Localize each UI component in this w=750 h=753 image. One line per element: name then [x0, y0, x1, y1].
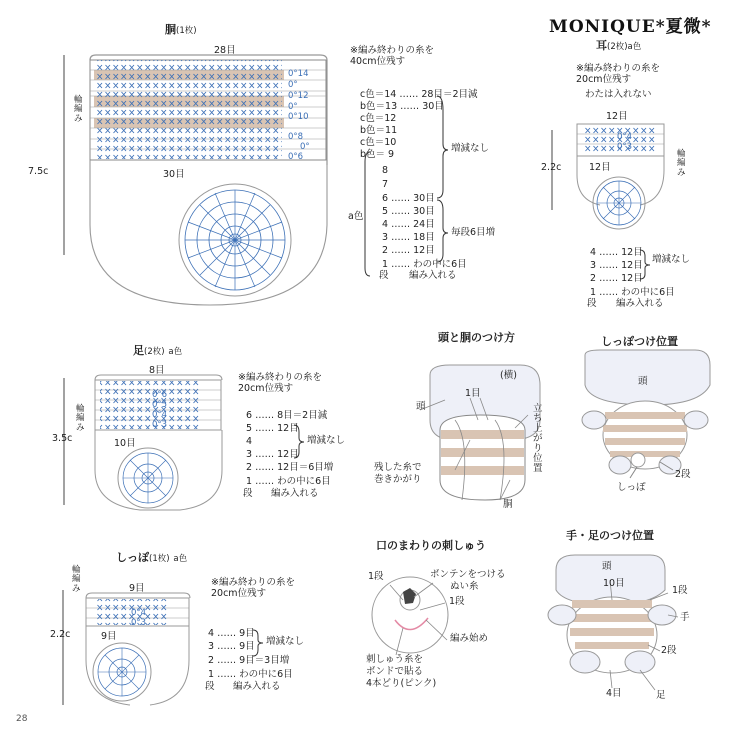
limb-position-row2: 2段	[661, 645, 677, 656]
body-row-mark: 0°14	[288, 69, 309, 79]
tail-title: しっぽ(1枚) a色	[116, 551, 188, 564]
body-row-mark: 0°	[288, 80, 298, 90]
foot-title: 足(2枚) a色	[133, 344, 183, 357]
mouth-row1b: 1段	[449, 596, 465, 607]
foot-height: 3.5c	[52, 433, 73, 444]
body-row-mark: 0°	[288, 102, 298, 112]
attach-head-title: 頭と胴のつけ方	[438, 331, 515, 344]
mouth-figure	[372, 577, 448, 655]
foot-brace: 増減なし	[307, 435, 346, 446]
body-row: 6 …… 30目	[382, 193, 435, 204]
ear-top: 12目	[606, 111, 628, 122]
body-row: b色＝13 …… 30目	[360, 101, 444, 112]
body-row: 2 …… 12目	[382, 245, 435, 256]
attach-head-head: 頭	[416, 401, 426, 412]
body-row: 1 …… わの中に6目	[382, 259, 467, 270]
ear-row: 1 …… わの中に6目	[590, 287, 675, 298]
tail-row1-extra: 編み入れる	[233, 681, 281, 692]
tail-row: 4 …… 9目	[208, 628, 255, 639]
foot-row: 3 …… 12目	[246, 449, 299, 460]
ear-height: 2.2c	[541, 162, 562, 173]
foot-top: 8目	[149, 365, 165, 376]
tail-note: ※編み終わりの糸を20cm位残す	[211, 577, 295, 599]
body-row-mark: 0°8	[288, 132, 304, 142]
ear-row-mark: 0°3	[617, 142, 633, 152]
tail-position-figure	[582, 350, 710, 478]
attach-head-stand: 立ち上がり位置	[533, 403, 543, 474]
foot-diagram	[64, 375, 222, 510]
body-row: c色＝12	[360, 113, 397, 124]
foot-row1-extra: 編み入れる	[271, 488, 319, 499]
ear-row: 2 …… 12目	[590, 273, 643, 284]
body-row-mark: 0°	[300, 142, 310, 152]
body-row: 3 …… 18目	[382, 232, 435, 243]
body-row-mark: 0°10	[288, 112, 309, 122]
ear-side-label: 輪編み	[677, 149, 686, 178]
foot-row-mark: 0°6	[152, 390, 168, 400]
body-row: 4 …… 24目	[382, 219, 435, 230]
body-row1-extra: 編み入れる	[409, 270, 457, 281]
ear-note: ※編み終わりの糸を20cm位残す	[576, 63, 660, 85]
foot-row: 6 …… 8目＝2目減	[246, 410, 328, 421]
body-bottom-stitches: 30目	[163, 169, 185, 180]
tail-position-title: しっぽつけ位置	[601, 335, 678, 348]
attach-head-leftover2: 巻きかがり	[374, 474, 422, 485]
tail-position-row: 2段	[675, 469, 691, 480]
ear-row: 4 …… 12目	[590, 247, 643, 258]
foot-row1-suffix: 段	[243, 488, 253, 499]
tail-row1-suffix: 段	[205, 681, 215, 692]
body-row: 8	[382, 165, 389, 176]
ear-note2: わたは入れない	[585, 89, 652, 100]
watermark: MONIQUE*夏微*	[549, 17, 712, 37]
body-height: 7.5c	[28, 166, 49, 177]
mouth-embroidery2: ボンドで貼る	[366, 666, 424, 677]
tail-height: 2.2c	[50, 629, 71, 640]
body-row: b色＝ 9	[360, 149, 395, 160]
attach-head-first-row: 1目	[465, 388, 481, 399]
tail-position-tail: しっぽ	[617, 482, 646, 493]
foot-note: ※編み終わりの糸を20cm位残す	[238, 372, 322, 394]
limb-position-title: 手・足のつけ位置	[566, 529, 654, 542]
page-number: 28	[16, 714, 28, 724]
body-brace-no-change: 増減なし	[451, 143, 490, 154]
ear-title: 耳(2枚)a色	[596, 39, 642, 52]
body-row: 5 …… 30目	[382, 206, 435, 217]
foot-mid: 10目	[114, 438, 136, 449]
tail-row: 2 …… 9目＝3目増	[208, 655, 290, 666]
tail-row-mark: 0°4	[131, 608, 147, 618]
foot-side-label: 輪編み	[76, 404, 85, 433]
tail-position-head: 頭	[638, 376, 648, 387]
body-top-stitches: 28目	[214, 45, 236, 56]
limb-position-figure	[548, 555, 678, 690]
tail-brace: 増減なし	[266, 636, 305, 647]
tail-side-label: 輪編み	[72, 565, 81, 594]
mouth-start: 編み始め	[450, 633, 489, 644]
body-row-mark: 0°12	[288, 91, 309, 101]
foot-row-mark: 0°3	[152, 420, 168, 430]
limb-position-stitches2: 4目	[606, 688, 622, 699]
body-row: b色＝11	[360, 125, 398, 136]
body-row1-suffix: 段	[379, 270, 389, 281]
tail-mid: 9目	[101, 631, 117, 642]
mouth-title: 口のまわりの刺しゅう	[376, 539, 486, 552]
mouth-pompom: ボンテンをつける	[430, 569, 506, 580]
body-note: ※編み終わりの糸を40cm位残す	[350, 45, 434, 67]
mouth-row1: 1段	[368, 571, 384, 582]
body-row: 7	[382, 179, 389, 190]
attach-head-leftover: 残した糸で	[374, 462, 422, 473]
ear-diagram	[552, 124, 664, 229]
attach-head-side: (横)	[500, 370, 517, 381]
foot-row: 4	[246, 436, 253, 447]
ear-row1-suffix: 段	[587, 298, 597, 309]
attach-head-figure	[420, 365, 540, 500]
tail-diagram	[63, 590, 190, 705]
body-side-label: 輪編み	[74, 95, 83, 124]
body-row-mark: 0°6	[288, 152, 304, 162]
body-a-label: a色	[348, 211, 364, 222]
body-row: c色＝10	[360, 137, 397, 148]
body-title: 胴(1枚)	[165, 23, 197, 36]
ear-brace: 増減なし	[652, 254, 691, 265]
ear-row-mark: 0°4	[617, 132, 633, 142]
mouth-embroidery3: 4本どり(ピンク)	[366, 678, 437, 689]
foot-row: 2 …… 12目＝6目増	[246, 462, 334, 473]
ear-row1-extra: 編み入れる	[616, 298, 664, 309]
body-row: c色＝14 …… 28目＝2目減	[360, 89, 478, 100]
limb-position-hand: 手	[680, 612, 690, 623]
mouth-embroidery: 刺しゅう糸を	[366, 654, 424, 665]
ear-row: 3 …… 12目	[590, 260, 643, 271]
foot-row: 5 …… 12目	[246, 423, 299, 434]
limb-position-stitches: 10目	[603, 578, 625, 589]
tail-row: 1 …… わの中に6目	[208, 669, 293, 680]
mouth-pompom2: ぬい糸	[450, 581, 479, 592]
tail-row: 3 …… 9目	[208, 641, 255, 652]
limb-position-head: 頭	[602, 561, 612, 572]
limb-position-foot: 足	[656, 690, 666, 701]
tail-top: 9目	[129, 583, 145, 594]
foot-row: 1 …… わの中に6目	[246, 476, 331, 487]
foot-row-mark: 0°5	[152, 400, 168, 410]
ear-mid: 12目	[589, 162, 611, 173]
foot-row-mark: 0°4	[152, 410, 168, 420]
tail-row-mark: 0°3	[131, 618, 147, 628]
limb-position-row1: 1段	[672, 585, 688, 596]
body-brace-increase: 毎段6目増	[451, 227, 496, 238]
attach-head-body: 胴	[503, 499, 513, 510]
